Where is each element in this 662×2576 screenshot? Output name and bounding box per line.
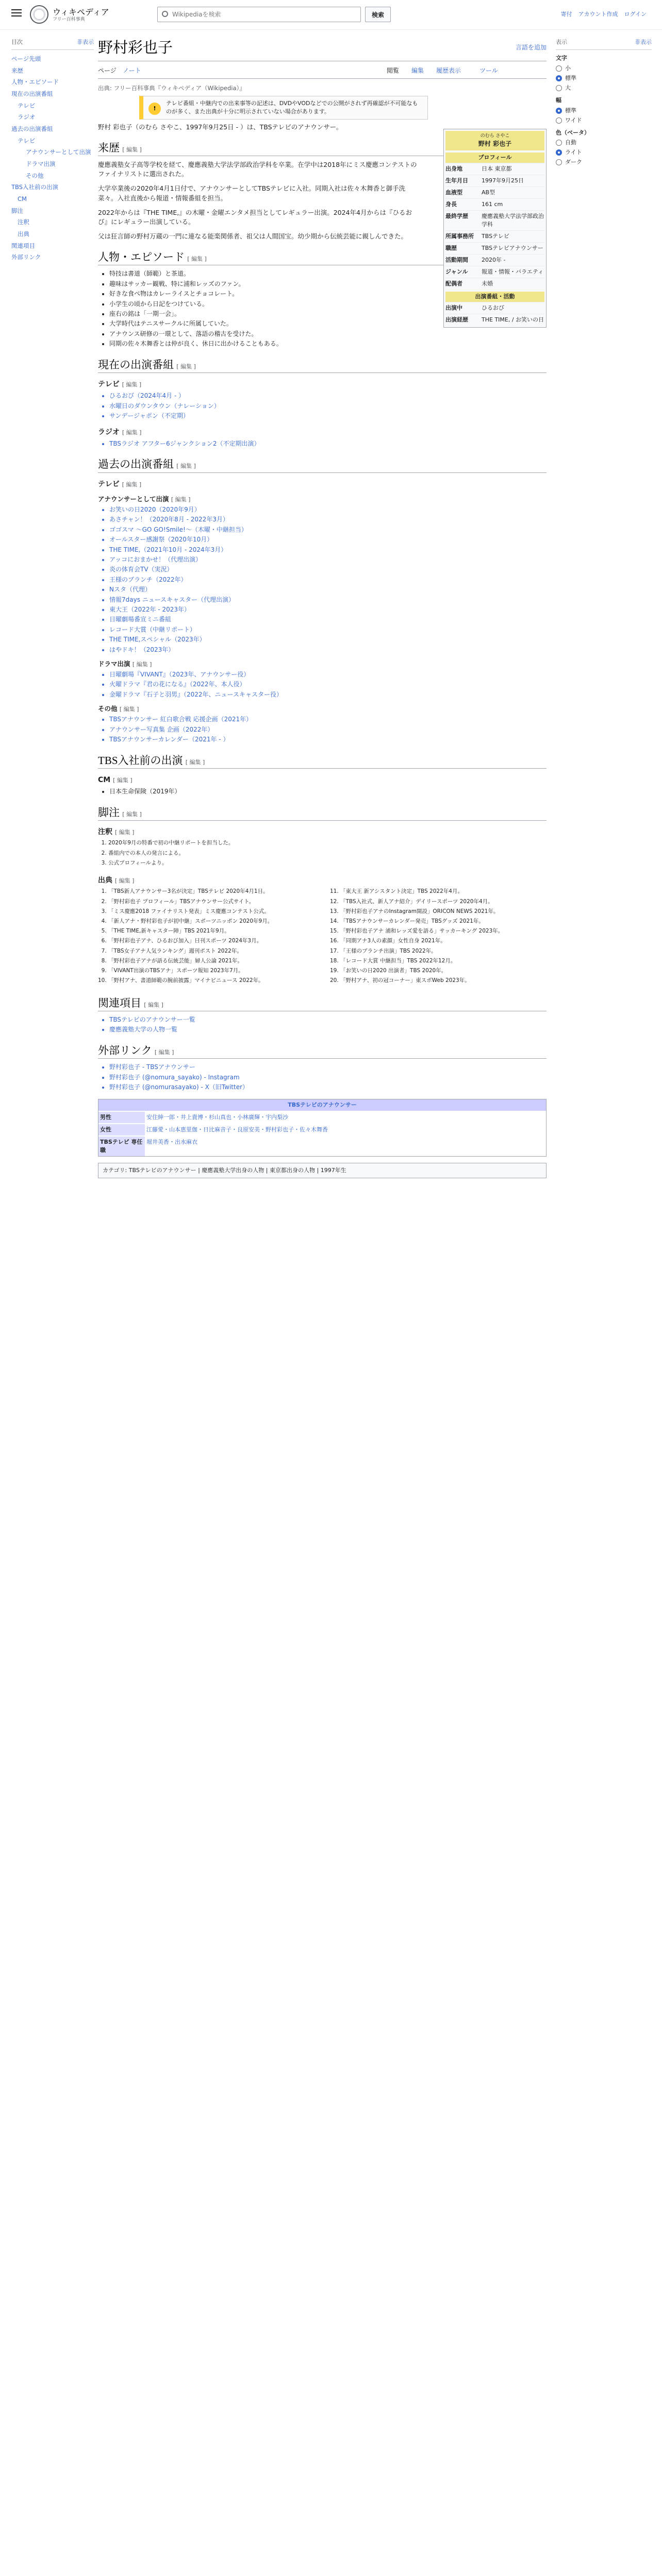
- section-heading-kyakuchu: [98, 805, 547, 821]
- notes-list: [98, 839, 547, 869]
- search-box[interactable]: [157, 7, 361, 22]
- tab-edit[interactable]: 編集: [411, 67, 424, 75]
- infobox-value: ひるおび: [482, 304, 504, 311]
- subsection-title: その他: [98, 705, 118, 713]
- note-item: 3. 公式プロフィールより。: [108, 859, 547, 867]
- toc-item[interactable]: 人物・エピソード: [11, 78, 59, 86]
- program-item[interactable]: • TBSアナウンサーカレンダー（2021年 - ）: [109, 735, 547, 744]
- infobox-row: [445, 198, 544, 210]
- toc-item[interactable]: テレビ: [18, 137, 36, 144]
- infobox-value: TBSテレビ: [482, 233, 509, 240]
- toc-item[interactable]: テレビ: [18, 101, 36, 109]
- logo-subtitle: フリー百科事典: [53, 17, 85, 22]
- radio-button[interactable]: [556, 117, 562, 124]
- program-item[interactable]: • 炎の体育会TV（実況）: [109, 565, 547, 574]
- category-links[interactable]: カテゴリ: TBSテレビのアナウンサー | 慶應義塾大学出身の人物 | 東京都出身の人物 | 1997年生: [98, 1163, 547, 1178]
- subsection-title: テレビ: [98, 380, 120, 389]
- infobox-value: THE TIME, / お笑いの日: [482, 316, 544, 323]
- width-options: [556, 107, 652, 125]
- navbox-row: [98, 1136, 546, 1156]
- note-item: 1. 2020年9月の特番で初の中継リポートを担当した。: [108, 839, 547, 847]
- infobox-key: 配偶者: [445, 280, 462, 287]
- list-item: • 趣味はサッカー観戦、特に浦和レッズのファン。: [109, 280, 547, 289]
- program-item[interactable]: • 東大王（2022年 - 2023年）: [109, 605, 547, 614]
- navbox-title[interactable]: TBSテレビのアナウンサー: [98, 1099, 546, 1111]
- edit-link[interactable]: [ 編集 ]: [114, 829, 135, 836]
- infobox-key: 出演経歴: [445, 316, 468, 323]
- toc-item[interactable]: その他: [26, 172, 44, 179]
- section-title: 外部リンク: [98, 1044, 152, 1057]
- infobox-value: 161 cm: [482, 201, 503, 208]
- notice-box: [139, 96, 428, 120]
- paragraph: 父は狂言師の野村万蔵の一門に連なる能楽関係者、祖父は人間国宝。幼少期から伝統芸能に親しんできた。: [98, 232, 408, 240]
- radio-button[interactable]: [556, 149, 562, 156]
- program-item[interactable]: • お笑いの日2020（2020年9月）: [109, 505, 547, 514]
- infobox-key: 生年月日: [445, 177, 468, 184]
- program-item[interactable]: • レコード大賞（中継リポート）: [109, 625, 547, 634]
- radio-button[interactable]: [556, 140, 562, 146]
- reference-item: 5. 「THE TIME,新キャスター陣」TBS 2021年9月。: [108, 927, 315, 935]
- list-item: • 大学時代はテニスサークルに所属していた。: [109, 319, 547, 328]
- navbox-group: 男性: [98, 1112, 145, 1123]
- radio-label: ダーク: [565, 159, 582, 166]
- infobox-key: 血液型: [445, 189, 462, 196]
- user-links: [561, 10, 647, 19]
- subsection-sonota: [98, 704, 547, 714]
- infobox-value: 未婚: [482, 280, 493, 287]
- program-item[interactable]: • アナウンサー写真集 企画（2022年）: [109, 725, 547, 734]
- infobox-key: ジャンル: [445, 268, 468, 275]
- edit-link[interactable]: [ 編集 ]: [119, 706, 139, 713]
- infobox-row: [445, 278, 544, 290]
- program-item[interactable]: • ひるおび（2024年4月 - ）: [109, 392, 547, 400]
- radio-option[interactable]: [556, 64, 652, 73]
- navbox-rows: [98, 1111, 546, 1156]
- external-links-list: [109, 1063, 547, 1092]
- program-item[interactable]: • TBSアナウンサー 紅白歌合戦 応援企画（2021年）: [109, 715, 547, 724]
- radio-option[interactable]: [556, 139, 652, 147]
- navbox-group: 女性: [98, 1124, 145, 1136]
- subsection-title: CM: [98, 775, 111, 784]
- login-link[interactable]: ログイン: [624, 11, 647, 18]
- radio-option[interactable]: [556, 158, 652, 166]
- radio-label: 標準: [565, 107, 576, 114]
- navbox-row: [98, 1123, 546, 1136]
- related-link[interactable]: • 慶應義塾大学の人物一覧: [109, 1025, 547, 1034]
- infobox: [443, 129, 547, 328]
- toc-heading: 目次: [11, 39, 23, 45]
- edit-link[interactable]: [ 編集 ]: [185, 758, 205, 766]
- reference-item: 7. 「TBS女子アナ人気ランキング」週刊ポスト 2022年。: [108, 947, 315, 955]
- toc-item[interactable]: ラジオ: [18, 113, 36, 121]
- reference-item: 19. 「お笑いの日2020 出演者」TBS 2020年。: [340, 967, 547, 975]
- infobox-header: [445, 131, 544, 150]
- reference-item: 11. 「東大王 新アシスタント決定」TBS 2022年4月。: [340, 888, 547, 895]
- width-label: 幅: [556, 96, 561, 104]
- color-label: 色（ベータ）: [556, 129, 590, 136]
- text-size-options: [556, 64, 652, 92]
- table-of-contents: [11, 36, 94, 263]
- sonota-list: [109, 715, 547, 744]
- program-item[interactable]: • サンデージャポン（不定期）: [109, 412, 547, 420]
- infobox-key: 活動期間: [445, 256, 468, 263]
- cm-list: [109, 787, 547, 796]
- toc-header: [11, 36, 94, 50]
- radio-label: 自動: [565, 139, 576, 146]
- toc-item[interactable]: 外部リンク: [11, 253, 41, 261]
- toc-item[interactable]: ページ先頭: [11, 55, 41, 62]
- section-heading-kanren: [98, 995, 547, 1011]
- infobox-row: [445, 302, 544, 314]
- toc-item[interactable]: ドラマ出演: [26, 160, 56, 167]
- appearance-hide-button[interactable]: 非表示: [635, 39, 652, 45]
- radio-label: 標準: [565, 74, 576, 81]
- reference-item: 20. 「野村アナ、初の冠コーナー」東スポWeb 2023年。: [340, 977, 547, 985]
- color-options: [556, 139, 652, 166]
- cm-item: • 日本生命保険（2019年）: [109, 787, 547, 796]
- infobox-row: [445, 266, 544, 278]
- navbox-group: TBSテレビ 専任職: [98, 1137, 145, 1156]
- create-account-link[interactable]: アカウント作成: [578, 11, 618, 18]
- external-link[interactable]: • 野村彩也子 - TBSアナウンサー: [109, 1063, 547, 1072]
- toc-item[interactable]: 現在の出演番組: [11, 90, 53, 97]
- infobox-value: AB型: [482, 189, 495, 196]
- infobox-value: TBSテレビアナウンサー: [482, 244, 543, 251]
- infobox-value: 慶應義塾大学法学部政治学科: [482, 213, 544, 228]
- toc-item[interactable]: 注釈: [18, 218, 29, 226]
- tab-page[interactable]: ページ: [98, 67, 117, 75]
- subsection-title: 出典: [98, 876, 112, 885]
- edit-link[interactable]: [ 編集 ]: [122, 481, 142, 488]
- infobox-key: 職歴: [445, 244, 457, 251]
- article-source-note: 出典: フリー百科事典『ウィキペディア（Wikipedia）』: [98, 84, 245, 92]
- infobox-key: 最終学歴: [445, 213, 468, 220]
- subsection-ana: [98, 495, 547, 504]
- radio-label: ライト: [565, 149, 582, 156]
- radio-option[interactable]: [556, 74, 652, 82]
- tab-read[interactable]: 閲覧: [387, 67, 400, 75]
- infobox-key: 所属事務所: [445, 233, 474, 240]
- infobox-key: 出身地: [445, 165, 462, 173]
- edit-link[interactable]: [ 編集 ]: [171, 496, 191, 503]
- reference-item: 15. 「野村彩也子アナ 浦和レッズ愛を語る」サッカーキング 2023年。: [340, 927, 547, 935]
- navbox-list[interactable]: 堀井美香・出水麻衣: [145, 1137, 546, 1156]
- tab-history[interactable]: 履歴表示: [436, 67, 461, 75]
- subsection-title: ラジオ: [98, 428, 120, 436]
- donate-link[interactable]: 寄付: [560, 11, 572, 18]
- program-item[interactable]: • ゴゴスマ ～GO GO!Smile!～（木曜・中継担当）: [109, 526, 547, 534]
- reference-item: 4. 「新人アナ・野村彩也子が初中継」スポーツニッポン 2020年9月。: [108, 918, 315, 925]
- program-item[interactable]: • 日曜劇場『VIVANT』（2023年、アナウンサー役）: [109, 670, 547, 679]
- search-button[interactable]: 検索: [365, 7, 391, 22]
- section-heading-kako: [98, 456, 547, 472]
- infobox-row: [445, 187, 544, 198]
- radio-label: 大: [565, 84, 571, 91]
- radio-option[interactable]: [556, 107, 652, 115]
- infobox-value: 報道・情報・バラエティ: [482, 268, 544, 275]
- edit-link[interactable]: [ 編集 ]: [122, 381, 142, 388]
- program-item[interactable]: • アッコにおまかせ！（代理出演）: [109, 555, 547, 564]
- subsection-tv: [98, 379, 547, 389]
- edit-link[interactable]: [ 編集 ]: [122, 146, 142, 153]
- navbox-row: [98, 1111, 546, 1123]
- search-icon: [162, 11, 168, 17]
- infobox-row: [445, 230, 544, 242]
- section-title: 脚注: [98, 806, 120, 819]
- radio-button[interactable]: [556, 65, 562, 72]
- radio-button[interactable]: [556, 75, 562, 81]
- navbox: [98, 1099, 547, 1157]
- reference-item: 13. 「野村彩也子アナのInstagram開設」ORICON NEWS 2021年。: [340, 908, 547, 916]
- external-link[interactable]: • 野村彩也子 (@nomura_sayako) - Instagram: [109, 1073, 547, 1082]
- radio-option[interactable]: [556, 84, 652, 92]
- radio-label: 小: [565, 64, 571, 72]
- appearance-heading: 表示: [556, 39, 567, 45]
- drama-list: [109, 670, 547, 699]
- language-button[interactable]: 言語を追加: [515, 44, 547, 51]
- navbox-list[interactable]: 安住紳一郎・井上貴博・杉山真也・小林廣輝・宇内梨沙: [145, 1112, 546, 1123]
- infobox-row: [445, 254, 544, 266]
- related-link[interactable]: • TBSテレビのアナウンサー一覧: [109, 1015, 547, 1024]
- subsection-title: テレビ: [98, 480, 120, 488]
- text-size-label: 文字: [556, 54, 567, 61]
- toc-list: [11, 53, 94, 263]
- program-item[interactable]: • オールスター感謝祭（2020年10月）: [109, 535, 547, 544]
- infobox-row: [445, 210, 544, 230]
- edit-link[interactable]: [ 編集 ]: [144, 1001, 163, 1008]
- section-heading-nyusha: [98, 753, 547, 769]
- reference-item: 16. 「同期アナ3人の素顔」女性自身 2021年。: [340, 937, 547, 945]
- infobox-value: 日本 東京都: [482, 165, 512, 173]
- subsection-title: アナウンサーとして出演: [98, 495, 169, 503]
- program-item[interactable]: • 金曜ドラマ『石子と羽男』（2022年、ニュースキャスター役）: [109, 690, 547, 699]
- reference-item: 8. 「野村彩也子アナが語る伝統芸能」婦人公論 2021年。: [108, 957, 315, 965]
- paragraph: 慶應義塾女子高等学校を経て、慶應義塾大学法学部政治学科を卒業。在学中は2018年にミス慶應コンテストのファイナリストに選出された。: [98, 161, 417, 178]
- list-item: • 特技は書道（師範）と茶道。: [109, 269, 547, 278]
- program-item[interactable]: • 情報7days ニュースキャスター（代理出演）: [109, 596, 547, 604]
- edit-link[interactable]: [ 編集 ]: [176, 363, 196, 370]
- toc-item[interactable]: 脚注: [11, 207, 23, 214]
- external-link[interactable]: • 野村彩也子 (@nomurasayako) - X（旧Twitter）: [109, 1083, 547, 1092]
- navbox-list[interactable]: 江藤愛・山本恵里伽・日比麻音子・良原安美・野村彩也子・佐々木舞香: [145, 1124, 546, 1136]
- edit-link[interactable]: [ 編集 ]: [154, 1048, 174, 1056]
- tab-tools[interactable]: ツール: [479, 67, 498, 75]
- paragraph: 2022年からは『THE TIME,』の木曜・金曜エンタメ担当としてレギュラー出演。2024年4月からは『ひるおび』にレギュラー出演している。: [98, 208, 412, 226]
- infobox-row: [445, 242, 544, 254]
- appearance-panel: [556, 36, 652, 168]
- reference-item: 10. 「野村アナ、書道師範の腕前披露」マイナビニュース 2022年。: [108, 977, 315, 985]
- edit-link[interactable]: [ 編集 ]: [122, 429, 142, 436]
- edit-link[interactable]: [ 編集 ]: [122, 810, 142, 818]
- subsection-drama: [98, 659, 547, 669]
- program-item[interactable]: • 水曜日のダウンタウン（ナレーション）: [109, 402, 547, 411]
- list-item: • アナウンス研修の一環として、落語の稽古を受けた。: [109, 330, 547, 338]
- page-tabs: [98, 61, 547, 79]
- paragraph: 大学卒業後の2020年4月1日付で、アナウンサーとしてTBSテレビに入社。同期入社は佐々木舞香と御手洗菜々。入社直後から報道・情報番組を担当。: [98, 184, 406, 202]
- edit-link[interactable]: [ 編集 ]: [132, 660, 152, 668]
- section-title: 来歴: [98, 141, 120, 154]
- reference-item: 17. 「王様のブランチ出演」TBS 2022年。: [340, 947, 547, 955]
- edit-link[interactable]: [ 編集 ]: [176, 463, 196, 470]
- toc-item[interactable]: アナウンサーとして出演: [26, 148, 91, 156]
- program-item[interactable]: • あさチャン！（2020年8月 - 2022年3月）: [109, 515, 547, 524]
- list-item: • 小学生の頃から日記をつけている。: [109, 300, 547, 309]
- program-item[interactable]: • 日曜劇場番宣ミニ番組: [109, 615, 547, 624]
- program-item[interactable]: • THE TIME,スペシャル（2023年）: [109, 635, 547, 644]
- lede-paragraph: 野村 彩也子（のむら さやこ、1997年9月25日 - ）は、TBSテレビのアナウンサー。: [98, 123, 343, 131]
- toc-item[interactable]: 過去の出演番組: [11, 125, 53, 132]
- infobox-value: 1997年9月25日: [482, 177, 524, 184]
- subsection-title: 注釈: [98, 828, 112, 837]
- edit-link[interactable]: [ 編集 ]: [187, 256, 207, 263]
- edit-link[interactable]: [ 編集 ]: [114, 877, 135, 885]
- section-title: 過去の出演番組: [98, 458, 174, 471]
- program-item[interactable]: • THE TIME,（2021年10月 - 2024年3月）: [109, 546, 547, 554]
- list-item: • 同期の佐々木舞香とは仲が良く、休日に出かけることもある。: [109, 340, 547, 348]
- infobox-key: 身長: [445, 201, 457, 208]
- genzai-tv-list: [109, 392, 547, 420]
- program-item[interactable]: • Nスタ（代理）: [109, 585, 547, 594]
- infobox-row: [445, 314, 544, 326]
- section-title: 人物・エピソード: [98, 251, 185, 264]
- infobox-ruby: のむら さやこ: [480, 133, 510, 139]
- radio-label: ワイド: [565, 116, 582, 124]
- program-item[interactable]: • 王様のブランチ（2022年）: [109, 575, 547, 584]
- program-item[interactable]: • 火曜ドラマ『君の花になる』（2022年、本人役）: [109, 680, 547, 689]
- reference-item: 9. 「VIVANT出演のTBSアナ」スポーツ報知 2023年7月。: [108, 967, 315, 975]
- toc-item[interactable]: 関連項目: [11, 242, 35, 249]
- references-list: [98, 888, 547, 987]
- genzai-radio-list: [109, 439, 547, 448]
- search-input[interactable]: [172, 10, 353, 19]
- infobox-profile-label: プロフィール: [445, 152, 544, 163]
- wikipedia-globe-logo[interactable]: [30, 5, 48, 24]
- subsection-cm: [98, 775, 547, 785]
- reference-item: 6. 「野村彩也子アナ、ひるおび加入」日刊スポーツ 2024年3月。: [108, 937, 315, 945]
- reference-item: 18. 「レコード大賞 中継担当」TBS 2022年12月。: [340, 957, 547, 965]
- infobox-key: 出演中: [445, 304, 462, 311]
- toc-item[interactable]: CM: [18, 195, 27, 202]
- radio-button[interactable]: [556, 159, 562, 165]
- subsection-radio: [98, 427, 547, 437]
- reference-item: 14. 「TBSアナウンサーカレンダー発売」TBSグッズ 2021年。: [340, 918, 547, 925]
- related-list: [109, 1015, 547, 1035]
- reference-item: 12. 「TBS入社式、新人アナ紹介」デイリースポーツ 2020年4月。: [340, 898, 547, 906]
- main-menu-button[interactable]: [11, 9, 22, 18]
- toc-item[interactable]: 出典: [18, 230, 29, 238]
- radio-option[interactable]: [556, 148, 652, 157]
- subsection-tv: [98, 479, 547, 489]
- section-title: TBS入社前の出演: [98, 754, 183, 767]
- program-item[interactable]: • はやドキ！（2023年）: [109, 646, 547, 654]
- subsection-title: ドラマ出演: [98, 659, 130, 668]
- radio-button[interactable]: [556, 108, 562, 114]
- toc-item[interactable]: 来歴: [11, 66, 23, 74]
- radio-button[interactable]: [556, 85, 562, 91]
- edit-link[interactable]: [ 編集 ]: [113, 776, 133, 784]
- page-title-text: 野村彩也子: [98, 40, 173, 56]
- tab-talk[interactable]: ノート: [123, 67, 141, 75]
- page-title: [98, 37, 547, 61]
- program-item[interactable]: • TBSラジオ アフター6ジャンクション2（不定期出演）: [109, 439, 547, 448]
- list-item: • 座右の銘は「一期一会」。: [109, 310, 547, 318]
- warning-icon: !: [148, 103, 161, 115]
- infobox-rows2: [445, 302, 544, 326]
- section-title: 現在の出演番組: [98, 358, 174, 371]
- note-item: 2. 番組内での本人の発言による。: [108, 850, 547, 857]
- reference-item: 2. 「野村彩也子 プロフィール」TBSアナウンサー公式サイト。: [108, 898, 315, 906]
- subsection-chushaku: [98, 827, 547, 837]
- infobox-row: [445, 175, 544, 187]
- site-header: [0, 0, 662, 30]
- kako-tv-list: [109, 505, 547, 654]
- toc-item[interactable]: TBS入社前の出演: [11, 183, 59, 191]
- section-heading-genzai: [98, 357, 547, 373]
- appearance-header: [556, 36, 652, 50]
- section-title: 関連項目: [98, 996, 141, 1009]
- infobox-name: 野村 彩也子: [478, 140, 512, 148]
- infobox-rows: [445, 163, 544, 289]
- infobox-section2: 出演番組・活動: [445, 292, 544, 302]
- toc-hide-button[interactable]: 非表示: [77, 39, 94, 45]
- reference-item: 1. 「TBS新人アナウンサー3名が決定」TBSテレビ 2020年4月1日。: [108, 888, 315, 895]
- section-heading-gaibu: [98, 1043, 547, 1059]
- notice-text: テレビ番組・中継内での出来事等の記述は、DVDやVODなどでの公開がされず再確認が不可能なものが多く、また出典が十分に明示されていない場合があります。: [166, 99, 418, 115]
- radio-option[interactable]: [556, 116, 652, 125]
- reference-item: 3. 「ミス慶應2018 ファイナリスト発表」ミス慶應コンテスト公式。: [108, 908, 315, 916]
- logo-title[interactable]: ウィキペディア: [53, 7, 109, 17]
- infobox-row: [445, 163, 544, 175]
- list-item: • 好きな食べ物はカレーライスとチョコレート。: [109, 290, 547, 298]
- subsection-shutten: [98, 875, 547, 886]
- infobox-value: 2020年 -: [482, 256, 506, 263]
